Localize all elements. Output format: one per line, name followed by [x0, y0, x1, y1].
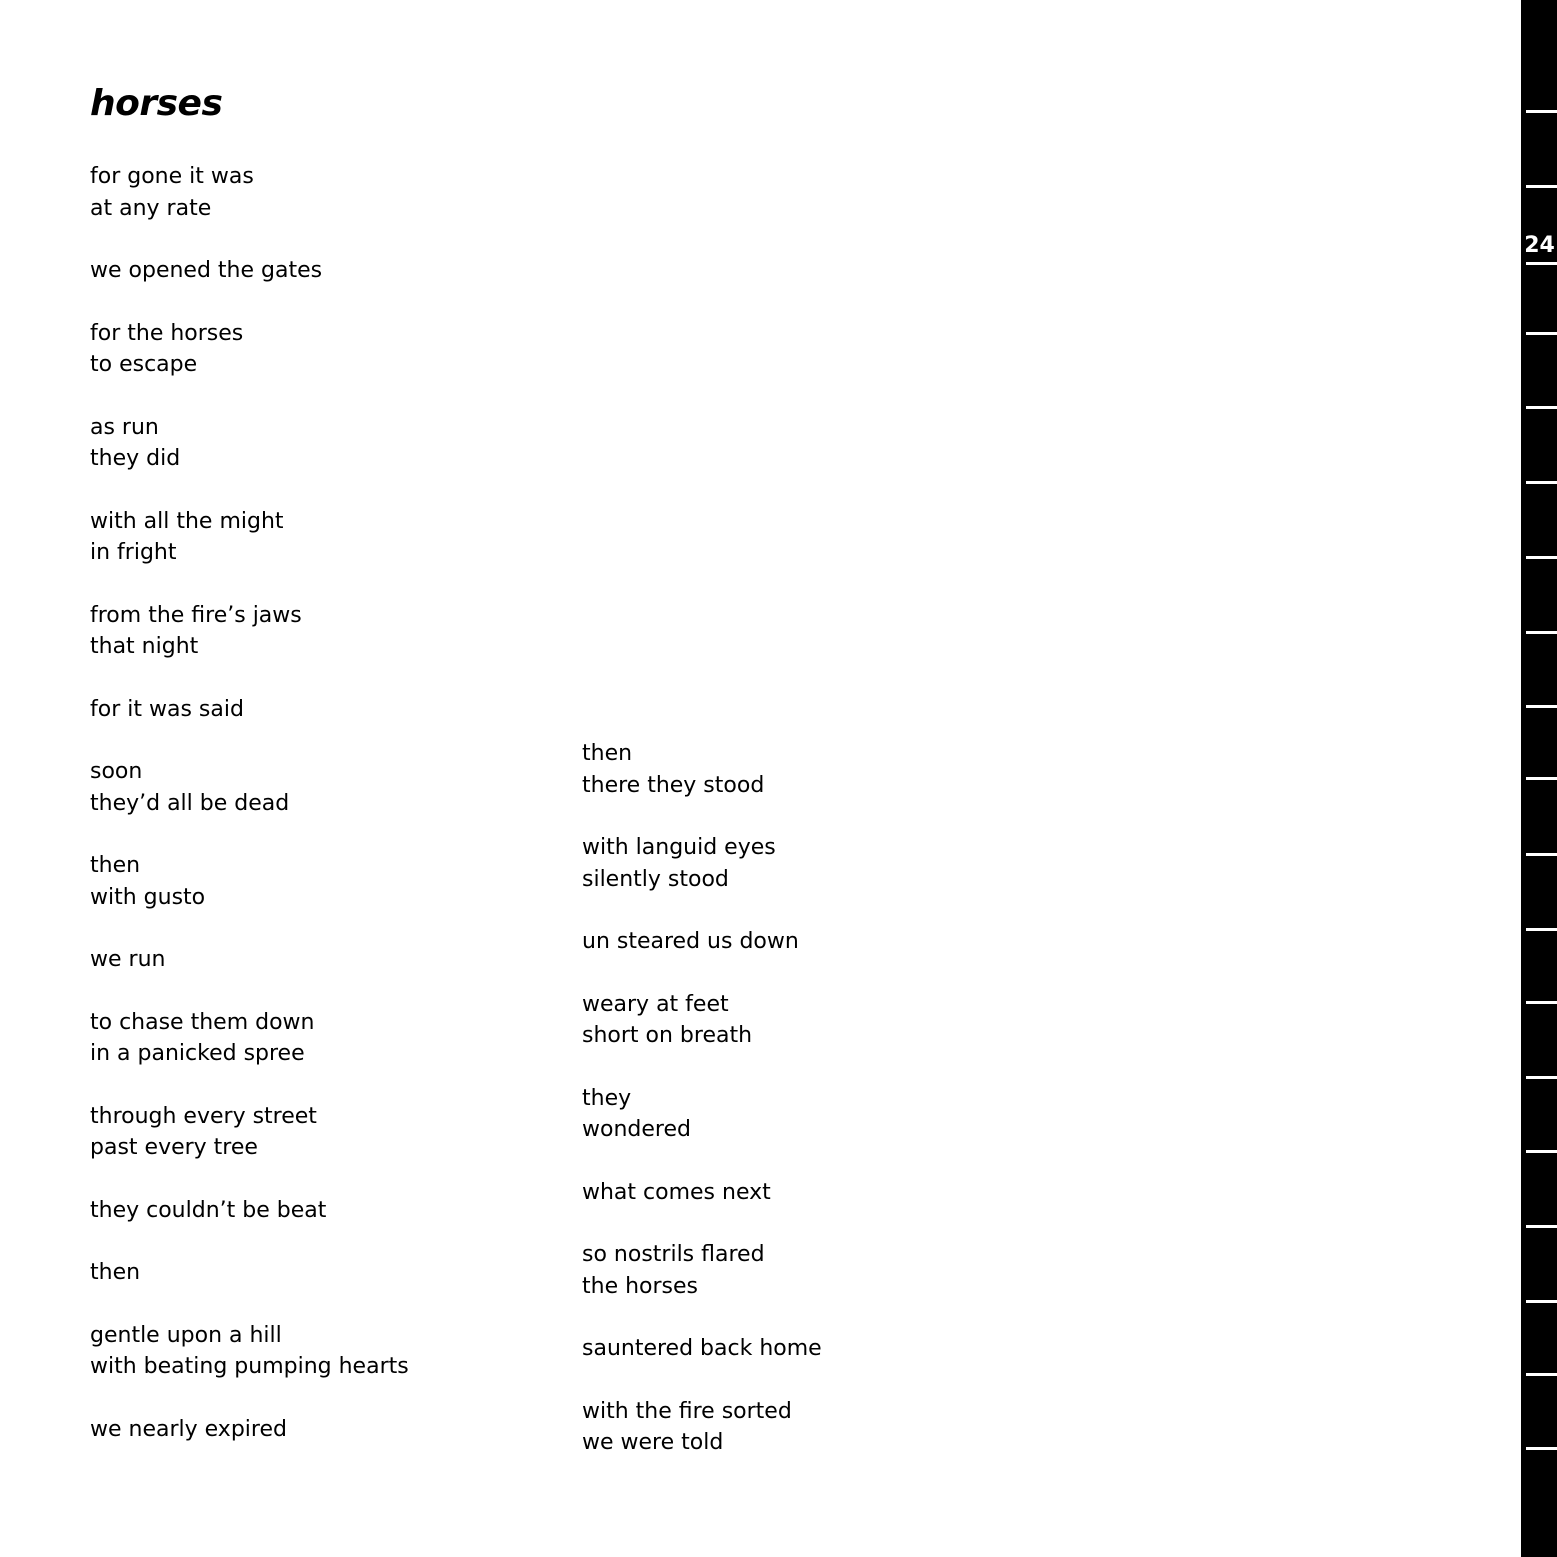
- poem-line: with gusto: [90, 884, 206, 910]
- poem-line: through every street: [90, 1103, 317, 1129]
- stanza: [582, 1083, 822, 1146]
- poem-line: as run: [90, 414, 159, 440]
- page-edge-tick: [1526, 631, 1557, 634]
- page-edge-tick: [1526, 1076, 1557, 1079]
- poem-line: weary at feet: [582, 991, 729, 1017]
- poem-line: that night: [90, 634, 199, 659]
- poem-line: wondered: [582, 1117, 691, 1142]
- page-edge-tick: [1526, 1300, 1557, 1303]
- page-edge-tick: [1526, 262, 1557, 265]
- poem-line: past every tree: [90, 1135, 258, 1160]
- poem-line: gentle upon a hill: [90, 1322, 282, 1348]
- poem-line: short on breath: [582, 1023, 753, 1048]
- stanza: [90, 1320, 409, 1383]
- stanza: [90, 255, 409, 287]
- stanza: [90, 694, 409, 726]
- page-edge-tick: [1526, 853, 1557, 856]
- poem-line: with all the might: [90, 508, 284, 534]
- poem-line: there they stood: [582, 772, 765, 798]
- poem-line: with languid eyes: [582, 835, 776, 860]
- stanza: [582, 989, 822, 1052]
- poem-line: the horses: [582, 1273, 699, 1299]
- page-edge-tick: [1526, 1373, 1557, 1376]
- poem-line: we opened the gates: [90, 258, 323, 283]
- stanza: [582, 1177, 822, 1209]
- poem-line: to escape: [90, 352, 198, 377]
- poem-line: then: [90, 853, 141, 878]
- page-edge-tick: [1526, 1225, 1557, 1228]
- poem-line: so nostrils flared: [582, 1242, 765, 1267]
- poem-line: then: [90, 1260, 141, 1285]
- poem-line: for gone it was: [90, 164, 254, 189]
- poem-right-column: [582, 738, 822, 1490]
- page-edge-tick: [1526, 406, 1557, 409]
- poem-line: with the fire sorted: [582, 1398, 792, 1424]
- poem-line: with beating pumping hearts: [90, 1354, 409, 1379]
- stanza: [582, 738, 822, 801]
- poem-left-column: [90, 161, 409, 1476]
- page-edge-tick: [1526, 110, 1557, 113]
- poem-line: we nearly expired: [90, 1416, 287, 1442]
- stanza: [90, 944, 409, 976]
- stanza: [90, 1007, 409, 1070]
- poem-line: what comes next: [582, 1179, 771, 1205]
- poem-line: for the horses: [90, 320, 244, 346]
- poem-line: soon: [90, 759, 143, 784]
- page-edge-tick: [1526, 705, 1557, 708]
- page-edge-tick: [1526, 1150, 1557, 1153]
- stanza: [90, 318, 409, 381]
- stanza: [90, 850, 409, 913]
- stanza: [90, 1257, 409, 1289]
- poem-line: in fright: [90, 540, 177, 565]
- page-edge-tick: [1526, 332, 1557, 335]
- poem-line: we were told: [582, 1430, 724, 1455]
- page-edge-tick: [1526, 481, 1557, 484]
- poem-line: they’d all be dead: [90, 790, 290, 816]
- poem-line: they did: [90, 446, 181, 471]
- poem-line: then: [582, 741, 633, 766]
- stanza: [582, 1239, 822, 1302]
- poem-title: horses: [90, 83, 223, 124]
- page-edge-tick: [1526, 556, 1557, 559]
- stanza: [90, 1101, 409, 1164]
- poem-line: sauntered back home: [582, 1336, 822, 1361]
- stanza: [90, 161, 409, 224]
- stanza: [582, 1333, 822, 1365]
- poem-line: in a panicked spree: [90, 1041, 305, 1066]
- stanza: [90, 756, 409, 819]
- poem-line: they couldn’t be beat: [90, 1197, 327, 1223]
- stanza: [582, 1396, 822, 1459]
- poem-line: they: [582, 1085, 632, 1111]
- page-edge-tick: [1526, 1447, 1557, 1450]
- poem-line: for it was said: [90, 696, 244, 722]
- page-edge-tick: [1526, 1001, 1557, 1004]
- page-edge-tick: [1526, 185, 1557, 188]
- stanza: [90, 506, 409, 569]
- stanza: [582, 926, 822, 958]
- page-edge-tick: [1526, 928, 1557, 931]
- stanza: [90, 1414, 409, 1446]
- poem-line: un steared us down: [582, 929, 799, 954]
- poem-line: silently stood: [582, 866, 729, 892]
- poem-line: we run: [90, 947, 166, 972]
- poem-line: to chase them down: [90, 1009, 315, 1035]
- stanza: [90, 600, 409, 663]
- poem-line: at any rate: [90, 195, 212, 221]
- stanza: [582, 832, 822, 895]
- page-edge-tick: [1526, 777, 1557, 780]
- stanza: [90, 1195, 409, 1227]
- stanza: [90, 412, 409, 475]
- poem-line: from the fire’s jaws: [90, 602, 302, 628]
- page-number: 24: [1522, 230, 1557, 262]
